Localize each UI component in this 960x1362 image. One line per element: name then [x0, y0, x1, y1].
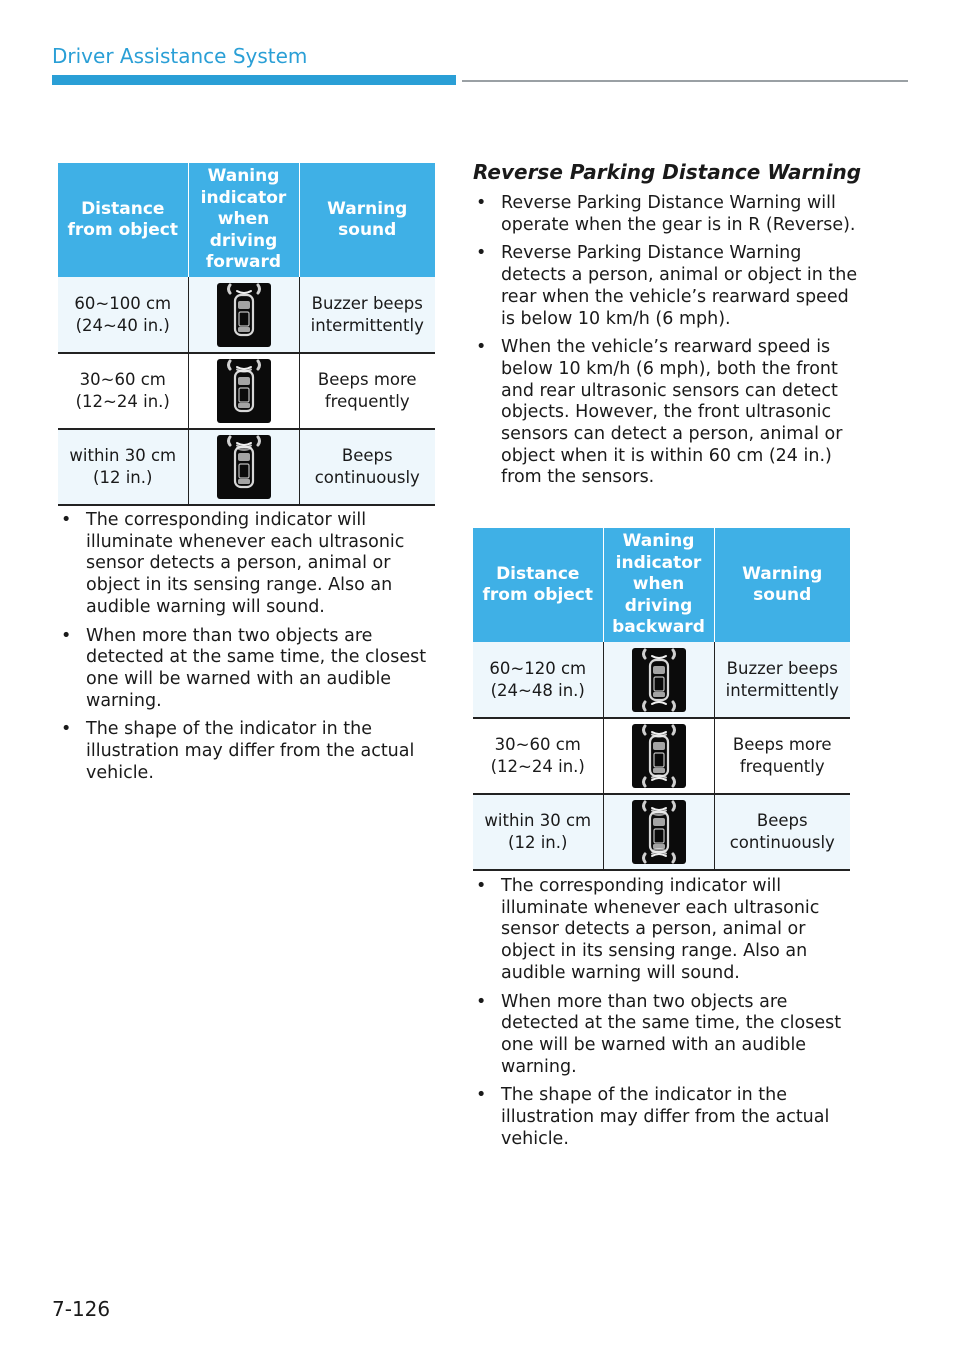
indicator-cell — [603, 642, 714, 718]
front-sensor-indicator-icon — [217, 359, 271, 423]
distance-metric: 30~60 cm — [79, 370, 166, 389]
distance-metric: within 30 cm — [484, 811, 592, 830]
rear-warning-table — [473, 528, 850, 871]
table-row — [58, 429, 435, 505]
list-item: • The corresponding indicator will illuminate whenever each ultrasonic sensor detects a person, animal or object in its sensing range. Also an audible warning will sound. — [473, 876, 858, 985]
column-header-distance: Distance from object — [58, 163, 188, 277]
list-item: • Reverse Parking Distance Warning will operate when the gear is in R (Reverse). — [473, 193, 858, 236]
table-row — [473, 642, 850, 718]
rear-sensor-indicator-icon — [632, 648, 686, 712]
column-header-indicator: Waning indicator when driving backward — [603, 528, 714, 642]
indicator-cell — [603, 794, 714, 870]
header-divider-line — [462, 80, 908, 82]
list-item: • Reverse Parking Distance Warning detects a person, animal or object in the rear when the vehicle’s rearward speed is below 10 km/h (6 mph). — [473, 243, 858, 330]
table-row — [58, 277, 435, 353]
distance-cell — [473, 794, 603, 870]
reverse-bullets-list — [473, 193, 858, 496]
front-sensor-indicator-icon — [217, 283, 271, 347]
distance-cell — [58, 429, 188, 505]
header-accent-bar — [52, 75, 456, 85]
distance-cell — [58, 353, 188, 429]
sound-cell: Beeps continuously — [299, 429, 435, 505]
table-header-row — [58, 163, 435, 277]
front-notes-list — [58, 510, 438, 791]
indicator-cell — [188, 277, 299, 353]
distance-metric: within 30 cm — [69, 446, 177, 465]
rear-notes-list — [473, 876, 858, 1157]
front-sensor-indicator-icon — [217, 435, 271, 499]
indicator-cell — [188, 353, 299, 429]
distance-metric: 60~100 cm — [74, 293, 172, 313]
distance-cell — [473, 642, 603, 718]
table-header-row — [473, 528, 850, 642]
page-number: 7-126 — [52, 1297, 111, 1321]
distance-imperial: (12~24 in.) — [490, 757, 585, 776]
section-header-title: Driver Assistance System — [52, 44, 308, 68]
sound-cell: Beeps more frequently — [299, 353, 435, 429]
column-header-sound: Warning sound — [714, 528, 850, 642]
distance-cell — [473, 718, 603, 794]
list-item: • The shape of the indicator in the illustration may differ from the actual vehicle. — [473, 1085, 858, 1150]
table-row — [58, 353, 435, 429]
column-header-indicator: Waning indicator when driving forward — [188, 163, 299, 277]
distance-imperial: (12 in.) — [93, 468, 153, 487]
indicator-cell — [188, 429, 299, 505]
rear-sensor-indicator-icon — [632, 724, 686, 788]
distance-imperial: (24~40 in.) — [75, 315, 170, 335]
sound-cell: Buzzer beeps intermittently — [299, 277, 435, 353]
column-header-distance: Distance from object — [473, 528, 603, 642]
table-row — [473, 794, 850, 870]
indicator-cell — [603, 718, 714, 794]
distance-metric: 30~60 cm — [494, 735, 581, 754]
list-item: • When the vehicle’s rearward speed is below 10 km/h (6 mph), both the front and rear ultrasonic sensors can detect objects. However, the front ultrasonic sensors can detect a person, animal or object when it is within 60 cm (24 in.) from the sensors. — [473, 337, 858, 489]
list-item: • When more than two objects are detected at the same time, the closest one will be warned with an audible warning. — [473, 992, 858, 1079]
table-row — [473, 718, 850, 794]
list-item: • The shape of the indicator in the illustration may differ from the actual vehicle. — [58, 719, 438, 784]
list-item: • The corresponding indicator will illuminate whenever each ultrasonic sensor detects a person, animal or object in its sensing range. Also an audible warning will sound. — [58, 510, 438, 619]
sound-cell: Beeps more frequently — [714, 718, 850, 794]
sound-cell: Buzzer beeps intermittently — [714, 642, 850, 718]
rear-sensor-indicator-icon — [632, 800, 686, 864]
distance-metric: 60~120 cm — [489, 658, 587, 678]
distance-imperial: (12~24 in.) — [75, 392, 170, 411]
list-item: • When more than two objects are detected at the same time, the closest one will be warned with an audible warning. — [58, 626, 438, 713]
distance-imperial: (12 in.) — [508, 833, 568, 852]
column-header-sound: Warning sound — [299, 163, 435, 277]
distance-cell — [58, 277, 188, 353]
sound-cell: Beeps continuously — [714, 794, 850, 870]
distance-imperial: (24~48 in.) — [490, 680, 585, 700]
section-title: Reverse Parking Distance Warning — [473, 160, 862, 184]
front-warning-table — [58, 163, 435, 506]
